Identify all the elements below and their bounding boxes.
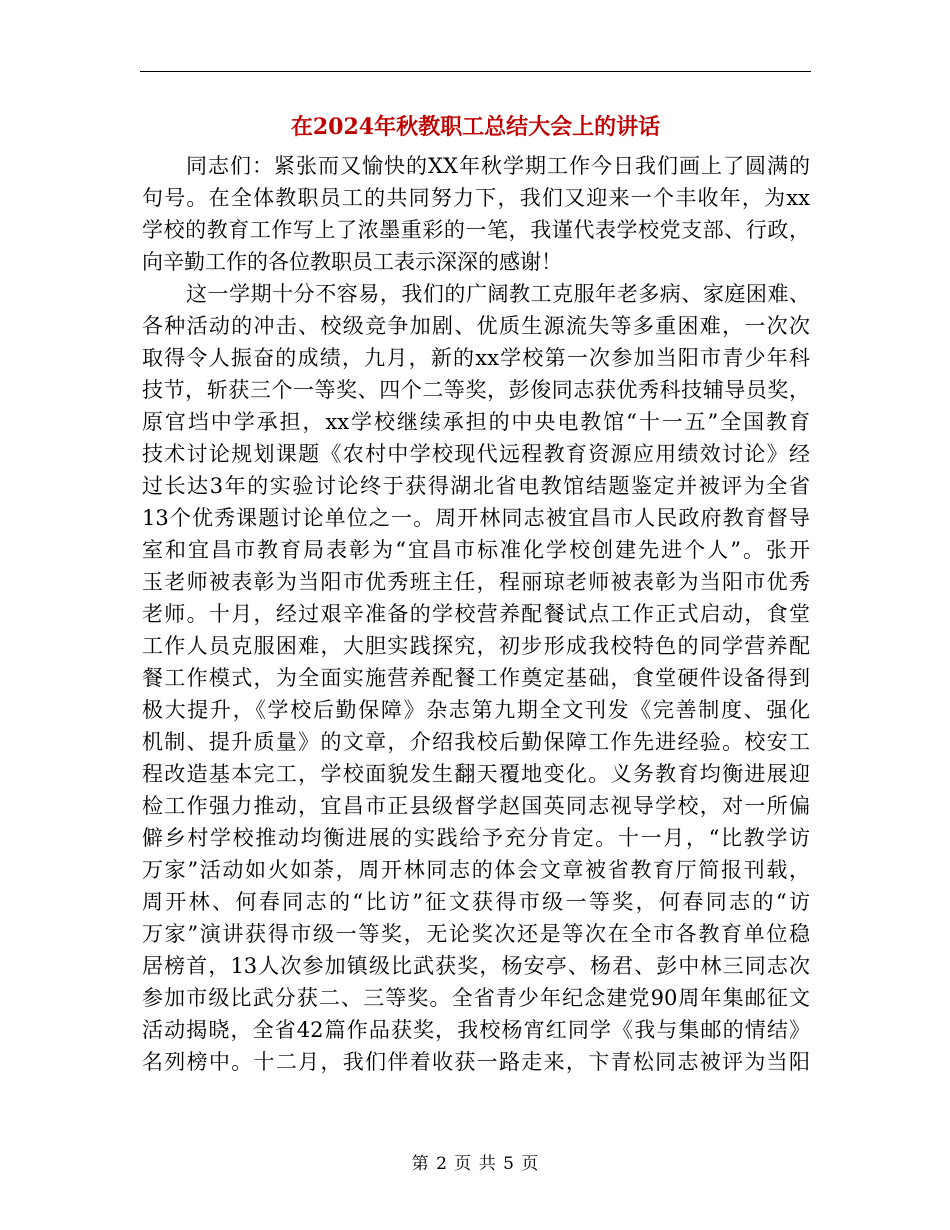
text-line: 机制、提升质量》的文章，介绍我校后勤保障工作先进经验。校安工 — [142, 730, 810, 754]
text-line: 技节，斩获三个一等奖、四个二等奖，彭俊同志获优秀科技辅导员奖， — [142, 378, 810, 402]
text-line: 同志们：紧张而又愉快的XX年秋学期工作今日我们画上了圆满的 — [186, 154, 810, 178]
header-rule — [140, 71, 811, 72]
text-line: 向辛勤工作的各位教职员工表示深深的感谢！ — [142, 250, 562, 274]
text-line: 过长达3年的实验讨论终于获得湖北省电教馆结题鉴定并被评为全省 — [142, 474, 810, 498]
text-line: 玉老师被表彰为当阳市优秀班主任，程丽琼老师被表彰为当阳市优秀 — [142, 570, 810, 594]
text-line: 周开林、何春同志的“比访”征文获得市级一等奖，何春同志的“访 — [142, 890, 810, 914]
text-line: 名列榜中。十二月，我们伴着收获一路走来，卞青松同志被评为当阳 — [142, 1050, 810, 1074]
text-line: 13个优秀课题讨论单位之一。周开林同志被宜昌市人民政府教育督导 — [142, 506, 810, 530]
text-line: 万家”活动如火如荼，周开林同志的体会文章被省教育厅简报刊载， — [142, 858, 810, 882]
text-line: 餐工作模式，为全面实施营养配餐工作奠定基础，食堂硬件设备得到 — [142, 666, 810, 690]
paragraph-1 — [142, 150, 810, 278]
text-line: 室和宜昌市教育局表彰为“宜昌市标准化学校创建先进个人”。张开 — [142, 538, 810, 562]
text-line: 程改造基本完工，学校面貌发生翻天覆地变化。义务教育均衡进展迎 — [142, 762, 810, 786]
text-line: 各种活动的冲击、校级竞争加剧、优质生源流失等多重困难，一次次 — [142, 314, 810, 338]
text-line: 取得令人振奋的成绩，九月，新的xx学校第一次参加当阳市青少年科 — [142, 346, 810, 370]
text-line: 万家”演讲获得市级一等奖，无论奖次还是等次在全市各教育单位稳 — [142, 922, 810, 946]
text-line: 学校的教育工作写上了浓墨重彩的一笔，我谨代表学校党支部、行政， — [142, 218, 810, 242]
text-line: 活动揭晓，全省42篇作品获奖，我校杨宵红同学《我与集邮的情结》 — [142, 1018, 810, 1042]
text-line: 极大提升，《学校后勤保障》杂志第九期全文刊发《完善制度、强化 — [142, 698, 810, 722]
text-line: 居榜首，13人次参加镇级比武获奖，杨安亭、杨君、彭中林三同志次 — [142, 954, 810, 978]
text-line: 僻乡村学校推动均衡进展的实践给予充分肯定。十一月，“比教学访 — [142, 826, 810, 850]
text-line: 这一学期十分不容易，我们的广阔教工克服年老多病、家庭困难、 — [186, 282, 810, 306]
page-number: 第 2 页 共 5 页 — [411, 1154, 540, 1174]
text-line: 检工作强力推动，宜昌市正县级督学赵国英同志视导学校，对一所偏 — [142, 794, 810, 818]
text-line: 原官垱中学承担，xx学校继续承担的中央电教馆“十一五”全国教育 — [142, 410, 810, 434]
paragraph-2 — [142, 278, 810, 1078]
text-line: 参加市级比武分获二、三等奖。全省青少年纪念建党90周年集邮征文 — [142, 986, 810, 1010]
text-line: 工作人员克服困难，大胆实践探究，初步形成我校特色的同学营养配 — [142, 634, 810, 658]
document-title: 在2024年秋教职工总结大会上的讲话 — [290, 114, 661, 140]
text-line: 句号。在全体教职员工的共同努力下，我们又迎来一个丰收年，为xx — [142, 186, 810, 210]
text-line: 技术讨论规划课题《农村中学校现代远程教育资源应用绩效讨论》经 — [142, 442, 810, 466]
text-line: 老师。十月，经过艰辛准备的学校营养配餐试点工作正式启动，食堂 — [142, 602, 810, 626]
document-body — [142, 150, 810, 1078]
